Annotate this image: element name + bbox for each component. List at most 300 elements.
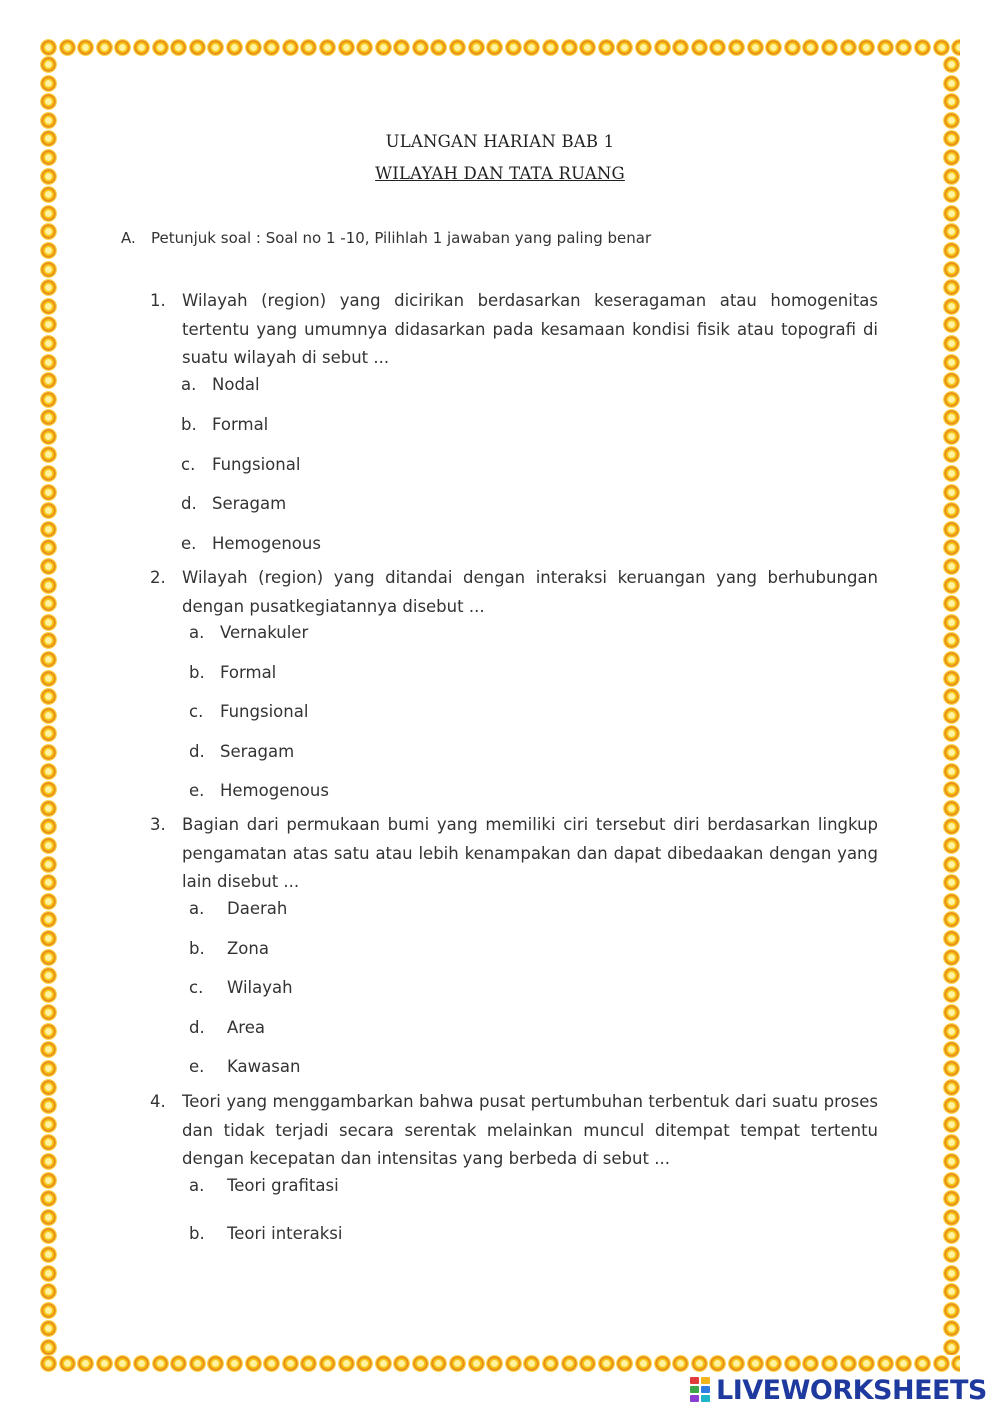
sun-ornament-icon <box>449 1355 466 1372</box>
sun-ornament-icon <box>943 502 960 519</box>
question-1 <box>150 287 878 373</box>
decorative-border-bottom <box>40 1355 960 1372</box>
sun-ornament-icon <box>319 1355 336 1372</box>
decorative-border-right <box>943 56 960 1355</box>
sun-ornament-icon <box>943 1097 960 1114</box>
sun-ornament-icon <box>943 521 960 538</box>
sun-ornament-icon <box>598 1355 615 1372</box>
question-4-option-b[interactable] <box>189 1224 342 1243</box>
sun-ornament-icon <box>943 1153 960 1170</box>
sun-ornament-icon <box>40 1023 57 1040</box>
option-letter: e. <box>181 534 197 553</box>
sun-ornament-icon <box>943 1302 960 1319</box>
sun-ornament-icon <box>747 1355 764 1372</box>
sun-ornament-icon <box>943 539 960 556</box>
sun-ornament-icon <box>40 446 57 463</box>
instruction-text: Petunjuk soal : Soal no 1 -10, Pilihlah 1 jawaban yang paling benar <box>151 229 652 247</box>
sun-ornament-icon <box>943 1246 960 1263</box>
sun-ornament-icon <box>895 39 912 56</box>
sun-ornament-icon <box>40 651 57 668</box>
sun-ornament-icon <box>943 688 960 705</box>
sun-ornament-icon <box>40 1355 57 1372</box>
sun-ornament-icon <box>40 56 57 73</box>
sun-ornament-icon <box>40 1134 57 1151</box>
sun-ornament-icon <box>40 186 57 203</box>
sun-ornament-icon <box>40 1079 57 1096</box>
sun-ornament-icon <box>951 1355 960 1372</box>
question-number: 2. <box>150 568 166 587</box>
sun-ornament-icon <box>40 75 57 92</box>
instruction <box>121 229 651 247</box>
decorative-border-top <box>40 39 960 56</box>
sun-ornament-icon <box>40 1302 57 1319</box>
liveworksheets-logo[interactable] <box>690 1372 987 1408</box>
sun-ornament-icon <box>40 818 57 835</box>
sun-ornament-icon <box>40 967 57 984</box>
sun-ornament-icon <box>943 1134 960 1151</box>
liveworksheets-logo-icon <box>690 1377 712 1403</box>
sun-ornament-icon <box>943 484 960 501</box>
sun-ornament-icon <box>635 1355 652 1372</box>
sun-ornament-icon <box>77 39 94 56</box>
sun-ornament-icon <box>40 632 57 649</box>
sun-ornament-icon <box>189 39 206 56</box>
sun-ornament-icon <box>356 1355 373 1372</box>
option-text: Teori interaksi <box>227 1224 343 1243</box>
sun-ornament-icon <box>877 1355 894 1372</box>
sun-ornament-icon <box>40 874 57 891</box>
sun-ornament-icon <box>338 39 355 56</box>
option-letter: a. <box>189 623 205 642</box>
sun-ornament-icon <box>943 1283 960 1300</box>
sun-ornament-icon <box>943 112 960 129</box>
sun-ornament-icon <box>943 1079 960 1096</box>
sun-ornament-icon <box>523 1355 540 1372</box>
sun-ornament-icon <box>486 1355 503 1372</box>
sun-ornament-icon <box>226 39 243 56</box>
sun-ornament-icon <box>943 1172 960 1189</box>
sun-ornament-icon <box>943 781 960 798</box>
sun-ornament-icon <box>40 354 57 371</box>
option-letter: d. <box>189 742 205 761</box>
question-text: Bagian dari permukaan bumi yang memiliki ciri tersebut diri berdasarkan lingkup pengamatan atas satu atau lebih kenampakan dan dapat dibedaakan dengan yang lain disebut ... <box>182 815 878 891</box>
sun-ornament-icon <box>375 1355 392 1372</box>
sun-ornament-icon <box>635 39 652 56</box>
sun-ornament-icon <box>133 1355 150 1372</box>
sun-ornament-icon <box>40 93 57 110</box>
option-text: Formal <box>212 415 269 434</box>
option-text: Wilayah <box>227 978 293 997</box>
sun-ornament-icon <box>40 1339 57 1355</box>
sun-ornament-icon <box>430 39 447 56</box>
question-2-option-e[interactable] <box>189 781 329 800</box>
sun-ornament-icon <box>858 1355 875 1372</box>
sun-ornament-icon <box>943 242 960 259</box>
sun-ornament-icon <box>505 1355 522 1372</box>
option-letter: b. <box>189 939 205 958</box>
sun-ornament-icon <box>943 837 960 854</box>
sun-ornament-icon <box>943 1339 960 1355</box>
sun-ornament-icon <box>152 1355 169 1372</box>
question-3-option-d[interactable] <box>189 1018 265 1037</box>
sun-ornament-icon <box>40 242 57 259</box>
sun-ornament-icon <box>40 781 57 798</box>
sun-ornament-icon <box>59 39 76 56</box>
option-text: Daerah <box>227 899 288 918</box>
sun-ornament-icon <box>784 1355 801 1372</box>
sun-ornament-icon <box>943 1116 960 1133</box>
sun-ornament-icon <box>765 39 782 56</box>
question-2-option-b[interactable] <box>189 663 276 682</box>
sun-ornament-icon <box>943 1041 960 1058</box>
sun-ornament-icon <box>40 539 57 556</box>
sun-ornament-icon <box>77 1355 94 1372</box>
sun-ornament-icon <box>943 893 960 910</box>
sun-ornament-icon <box>40 1320 57 1337</box>
sun-ornament-icon <box>40 409 57 426</box>
question-4-option-a[interactable] <box>189 1176 339 1195</box>
sun-ornament-icon <box>914 1355 931 1372</box>
sun-ornament-icon <box>747 39 764 56</box>
sun-ornament-icon <box>943 1265 960 1282</box>
sun-ornament-icon <box>40 856 57 873</box>
sun-ornament-icon <box>96 1355 113 1372</box>
sun-ornament-icon <box>356 39 373 56</box>
sun-ornament-icon <box>40 484 57 501</box>
option-letter: d. <box>189 1018 205 1037</box>
question-1-option-e[interactable] <box>181 534 321 553</box>
sun-ornament-icon <box>933 1355 950 1372</box>
sun-ornament-icon <box>40 1246 57 1263</box>
sun-ornament-icon <box>821 1355 838 1372</box>
sun-ornament-icon <box>40 558 57 575</box>
sun-ornament-icon <box>189 1355 206 1372</box>
sun-ornament-icon <box>40 1283 57 1300</box>
sun-ornament-icon <box>784 39 801 56</box>
question-number: 4. <box>150 1092 166 1111</box>
sun-ornament-icon <box>40 688 57 705</box>
sun-ornament-icon <box>943 1227 960 1244</box>
sun-ornament-icon <box>40 316 57 333</box>
option-text: Zona <box>227 939 269 958</box>
sun-ornament-icon <box>943 930 960 947</box>
instruction-marker: A. <box>121 229 136 247</box>
sun-ornament-icon <box>263 1355 280 1372</box>
sun-ornament-icon <box>654 39 671 56</box>
option-letter: c. <box>189 978 204 997</box>
sun-ornament-icon <box>40 372 57 389</box>
sun-ornament-icon <box>523 39 540 56</box>
sun-ornament-icon <box>170 1355 187 1372</box>
sun-ornament-icon <box>943 632 960 649</box>
sun-ornament-icon <box>114 1355 131 1372</box>
sun-ornament-icon <box>943 316 960 333</box>
sun-ornament-icon <box>40 1209 57 1226</box>
sun-ornament-icon <box>943 577 960 594</box>
sun-ornament-icon <box>943 967 960 984</box>
sun-ornament-icon <box>765 1355 782 1372</box>
sun-ornament-icon <box>96 39 113 56</box>
sun-ornament-icon <box>840 1355 857 1372</box>
sun-ornament-icon <box>943 93 960 110</box>
sun-ornament-icon <box>943 911 960 928</box>
sun-ornament-icon <box>943 465 960 482</box>
option-text: Kawasan <box>227 1057 301 1076</box>
sun-ornament-icon <box>943 391 960 408</box>
sun-ornament-icon <box>505 39 522 56</box>
logo-text: LIVEWORKSHEETS <box>716 1374 987 1406</box>
sun-ornament-icon <box>40 298 57 315</box>
sun-ornament-icon <box>40 893 57 910</box>
sun-ornament-icon <box>858 39 875 56</box>
sun-ornament-icon <box>943 446 960 463</box>
sun-ornament-icon <box>40 1153 57 1170</box>
sun-ornament-icon <box>943 763 960 780</box>
page-subtitle: WILAYAH DAN TATA RUANG <box>375 164 625 183</box>
sun-ornament-icon <box>338 1355 355 1372</box>
sun-ornament-icon <box>943 1023 960 1040</box>
option-text: Seragam <box>220 742 295 761</box>
sun-ornament-icon <box>40 744 57 761</box>
sun-ornament-icon <box>207 39 224 56</box>
question-text: Wilayah (region) yang dicirikan berdasarkan keseragaman atau homogenitas tertentu yang umumnya didasarkan pada kesamaan kondisi fisik atau topografi di suatu wilayah di sebut ... <box>182 291 878 367</box>
question-2-option-d[interactable] <box>189 742 294 761</box>
question-1-option-d[interactable] <box>181 494 286 513</box>
sun-ornament-icon <box>616 39 633 56</box>
sun-ornament-icon <box>40 1097 57 1114</box>
sun-ornament-icon <box>561 39 578 56</box>
sun-ornament-icon <box>943 1060 960 1077</box>
sun-ornament-icon <box>40 205 57 222</box>
sun-ornament-icon <box>943 558 960 575</box>
option-letter: e. <box>189 1057 205 1076</box>
sun-ornament-icon <box>393 39 410 56</box>
sun-ornament-icon <box>40 1004 57 1021</box>
sun-ornament-icon <box>579 1355 596 1372</box>
option-text: Hemogenous <box>212 534 321 553</box>
sun-ornament-icon <box>114 39 131 56</box>
question-1-option-c[interactable] <box>181 455 300 474</box>
sun-ornament-icon <box>943 986 960 1003</box>
sun-ornament-icon <box>245 1355 262 1372</box>
sun-ornament-icon <box>59 1355 76 1372</box>
sun-ornament-icon <box>943 56 960 73</box>
sun-ornament-icon <box>561 1355 578 1372</box>
sun-ornament-icon <box>877 39 894 56</box>
sun-ornament-icon <box>951 39 960 56</box>
sun-ornament-icon <box>430 1355 447 1372</box>
sun-ornament-icon <box>943 614 960 631</box>
sun-ornament-icon <box>943 595 960 612</box>
sun-ornament-icon <box>943 205 960 222</box>
sun-ornament-icon <box>40 223 57 240</box>
option-letter: b. <box>189 1224 205 1243</box>
sun-ornament-icon <box>40 837 57 854</box>
sun-ornament-icon <box>943 298 960 315</box>
sun-ornament-icon <box>40 261 57 278</box>
question-1-option-b[interactable] <box>181 415 268 434</box>
sun-ornament-icon <box>943 670 960 687</box>
sun-ornament-icon <box>245 39 262 56</box>
sun-ornament-icon <box>542 39 559 56</box>
sun-ornament-icon <box>468 39 485 56</box>
sun-ornament-icon <box>300 1355 317 1372</box>
sun-ornament-icon <box>152 39 169 56</box>
sun-ornament-icon <box>691 39 708 56</box>
option-text: Vernakuler <box>220 623 309 642</box>
sun-ornament-icon <box>840 39 857 56</box>
sun-ornament-icon <box>40 112 57 129</box>
sun-ornament-icon <box>579 39 596 56</box>
option-text: Teori grafitasi <box>227 1176 339 1195</box>
sun-ornament-icon <box>40 335 57 352</box>
sun-ornament-icon <box>709 39 726 56</box>
sun-ornament-icon <box>207 1355 224 1372</box>
option-letter: b. <box>181 415 197 434</box>
sun-ornament-icon <box>943 335 960 352</box>
sun-ornament-icon <box>319 39 336 56</box>
sun-ornament-icon <box>40 725 57 742</box>
option-letter: d. <box>181 494 197 513</box>
sun-ornament-icon <box>943 1190 960 1207</box>
sun-ornament-icon <box>40 595 57 612</box>
sun-ornament-icon <box>133 39 150 56</box>
sun-ornament-icon <box>943 744 960 761</box>
option-letter: a. <box>189 1176 205 1195</box>
sun-ornament-icon <box>40 502 57 519</box>
sun-ornament-icon <box>943 186 960 203</box>
question-text: Wilayah (region) yang ditandai dengan interaksi keruangan yang berhubungan dengan pusatkegiatannya disebut ... <box>182 568 878 616</box>
option-letter: c. <box>181 455 196 474</box>
sun-ornament-icon <box>40 521 57 538</box>
sun-ornament-icon <box>728 1355 745 1372</box>
sun-ornament-icon <box>943 1320 960 1337</box>
sun-ornament-icon <box>40 1190 57 1207</box>
option-letter: b. <box>189 663 205 682</box>
sun-ornament-icon <box>943 223 960 240</box>
sun-ornament-icon <box>282 1355 299 1372</box>
question-number: 1. <box>150 291 166 310</box>
question-text: Teori yang menggambarkan bahwa pusat pertumbuhan terbentuk dari suatu proses dan tidak terjadi secara serentak melainkan muncul ditempat tempat tertentu dengan kecepatan dan intensitas yang berbeda di sebut ... <box>182 1092 878 1168</box>
sun-ornament-icon <box>672 1355 689 1372</box>
question-2-option-a[interactable] <box>189 623 308 642</box>
sun-ornament-icon <box>943 707 960 724</box>
option-text: Seragam <box>212 494 287 513</box>
sun-ornament-icon <box>40 763 57 780</box>
sun-ornament-icon <box>40 39 57 56</box>
sun-ornament-icon <box>226 1355 243 1372</box>
sun-ornament-icon <box>943 725 960 742</box>
sun-ornament-icon <box>40 800 57 817</box>
sun-ornament-icon <box>40 949 57 966</box>
sun-ornament-icon <box>616 1355 633 1372</box>
sun-ornament-icon <box>40 707 57 724</box>
sun-ornament-icon <box>672 39 689 56</box>
sun-ornament-icon <box>40 279 57 296</box>
sun-ornament-icon <box>943 75 960 92</box>
decorative-border-left <box>40 56 57 1355</box>
sun-ornament-icon <box>282 39 299 56</box>
sun-ornament-icon <box>40 1041 57 1058</box>
sun-ornament-icon <box>933 39 950 56</box>
sun-ornament-icon <box>943 856 960 873</box>
sun-ornament-icon <box>40 465 57 482</box>
option-text: Area <box>227 1018 265 1037</box>
sun-ornament-icon <box>943 261 960 278</box>
sun-ornament-icon <box>598 39 615 56</box>
sun-ornament-icon <box>40 577 57 594</box>
sun-ornament-icon <box>170 39 187 56</box>
sun-ornament-icon <box>412 39 429 56</box>
sun-ornament-icon <box>40 986 57 1003</box>
sun-ornament-icon <box>943 1004 960 1021</box>
option-letter: e. <box>189 781 205 800</box>
sun-ornament-icon <box>486 39 503 56</box>
sun-ornament-icon <box>943 1209 960 1226</box>
sun-ornament-icon <box>40 911 57 928</box>
option-letter: a. <box>181 375 197 394</box>
sun-ornament-icon <box>300 39 317 56</box>
option-text: Hemogenous <box>220 781 329 800</box>
sun-ornament-icon <box>40 1265 57 1282</box>
question-3-option-a[interactable] <box>189 899 287 918</box>
option-text: Nodal <box>212 375 260 394</box>
sun-ornament-icon <box>943 949 960 966</box>
sun-ornament-icon <box>691 1355 708 1372</box>
sun-ornament-icon <box>654 1355 671 1372</box>
sun-ornament-icon <box>40 1116 57 1133</box>
sun-ornament-icon <box>40 391 57 408</box>
question-number: 3. <box>150 815 166 834</box>
sun-ornament-icon <box>943 354 960 371</box>
sun-ornament-icon <box>375 39 392 56</box>
sun-ornament-icon <box>40 1060 57 1077</box>
sun-ornament-icon <box>40 614 57 631</box>
question-3-option-e[interactable] <box>189 1057 300 1076</box>
sun-ornament-icon <box>943 800 960 817</box>
sun-ornament-icon <box>40 1172 57 1189</box>
sun-ornament-icon <box>412 1355 429 1372</box>
sun-ornament-icon <box>943 279 960 296</box>
question-2-option-c[interactable] <box>189 702 308 721</box>
question-4 <box>150 1088 878 1174</box>
option-letter: c. <box>189 702 204 721</box>
option-letter: a. <box>189 899 205 918</box>
sun-ornament-icon <box>40 930 57 947</box>
question-3-option-c[interactable] <box>189 978 293 997</box>
sun-ornament-icon <box>802 1355 819 1372</box>
sun-ornament-icon <box>728 39 745 56</box>
option-text: Fungsional <box>220 702 309 721</box>
question-1-option-a[interactable] <box>181 375 260 394</box>
sun-ornament-icon <box>40 670 57 687</box>
sun-ornament-icon <box>943 818 960 835</box>
sun-ornament-icon <box>40 1227 57 1244</box>
sun-ornament-icon <box>914 39 931 56</box>
page-title: ULANGAN HARIAN BAB 1 <box>385 132 615 151</box>
question-3-option-b[interactable] <box>189 939 269 958</box>
sun-ornament-icon <box>393 1355 410 1372</box>
sun-ornament-icon <box>943 428 960 445</box>
question-2 <box>150 564 878 621</box>
question-3 <box>150 811 878 897</box>
option-text: Fungsional <box>212 455 301 474</box>
sun-ornament-icon <box>895 1355 912 1372</box>
sun-ornament-icon <box>821 39 838 56</box>
sun-ornament-icon <box>40 428 57 445</box>
sun-ornament-icon <box>943 372 960 389</box>
sun-ornament-icon <box>943 874 960 891</box>
